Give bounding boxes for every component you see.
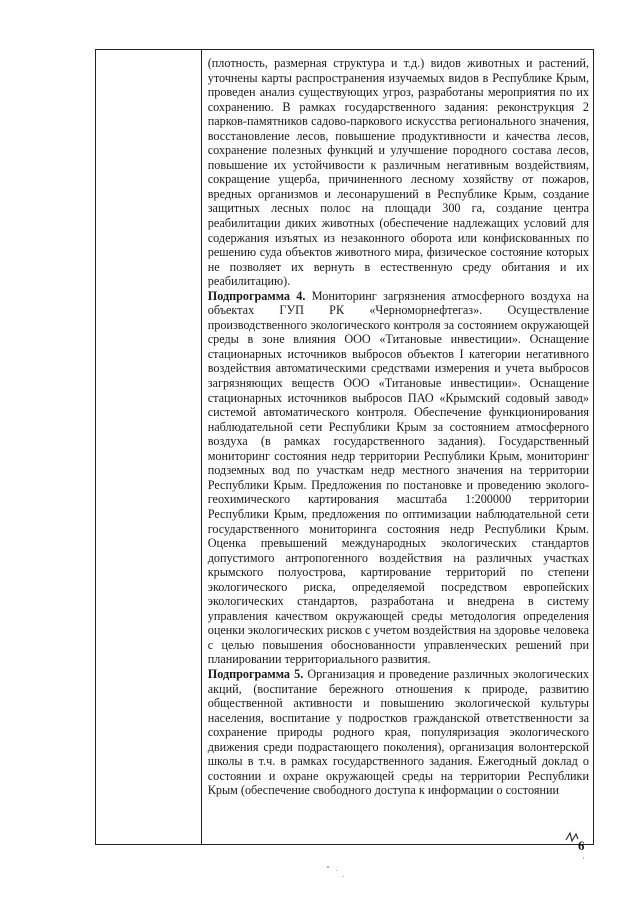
paragraph-subprogram-5: [208, 667, 589, 798]
document-table: [95, 49, 594, 845]
paragraph-subprogram-4: [208, 289, 589, 667]
scan-speck: [583, 857, 584, 859]
paragraph-intro: (плотность, размерная структура и т.д.) видов животных и растений, уточнены карты распространения изучаемых видов в Республике Крым, проведен анализ существующих угроз, разработаны мероприятия по их сохранению. В рамках государственного задания: реконструкция 2 парков-памятников садово-паркового искусства регионального значения, восстановление лесов, повышение продуктивности и качества лесов, сохранение полезных функций и улучшение породного состава лесов, повышение их устойчивости к различным негативным воздействиям, сокращение ущерба, причиненного лесному хозяйству от пожаров, вредных организмов и лесонарушений в Республике Крым, создание защитных лесных полос на площади 300 га, создание центра реабилитации диких животных (обеспечение надлежащих условий для содержания изъятых из незаконного оборота или конфискованных по решению суда объектов животного мира, физическое состояние которых не позволяет их вернуть в естественную среду обитания и их реабилитацию).: [207, 56, 589, 289]
page-number: 6: [578, 838, 585, 853]
scan-speck: [343, 876, 344, 877]
cell-text-block: [202, 50, 593, 844]
subprogram-4-title: Подпрограмма 4.: [207, 288, 306, 303]
scan-speck: [327, 866, 329, 868]
subprogram-4-text: Мониторинг загрязнения атмосферного воздуха на объектах ГУП РК «Черноморнефтегаз». Осуществление производственного экологического контроля за состоянием окружающей среды в зоне влияния ООО «Титановые инвестиции». Оснащение стационарных источников выбросов объектов I категории негативного воздействия автоматическими средствами измерения и учета выбросов загрязняющих веществ ООО «Титановые инвестиции». Оснащение стационарных источников выбросов ПАО «Крымский содовый завод» системой автоматического контроля. Обеспечение функционирования наблюдательной сети Республики Крым за состоянием атмосферного воздуха (в рамках государственного задания). Государственный мониторинг состояния недр территории Республики Крым, мониторинг подземных вод по участкам недр местного значения на территории Республики Крым. Предложения по постановке и проведению эколого-геохимического картирования масштаба 1:200000 территории Республики Крым, предложения по оптимизации наблюдательной сети государственного мониторинга состояния недр Республики Крым. Оценка превышений международных экологических стандартов допустимого антропогенного воздействия на различных участках крымского полуострова, картирование территорий по степени экологического риска, определяемой посредством европейских экологических стандартов, разработана и внедрена в систему управления качеством окружающей среды методология определения оценки экологических рисков с учетом воздействия на здоровье человека с целью повышения обоснованности управленческих решений при планировании территориального развития.: [207, 288, 589, 667]
subprogram-5-text: Организация и проведение различных экологических акций, (воспитание бережного отношения к природе, развитию общественной активности и повышению экологической культуры населения, воспитание у подростков гражданской ответственности за сохранение природы родного края, популяризация экологического движения среди подрастающего поколения), организация волонтерской школы в т.ч. в рамках государственного задания. Ежегодный доклад о состоянии и охране окружающей среды на территории Республики Крым (обеспечение свободного доступа к информации о состоянии: [207, 666, 589, 798]
scan-speck: [336, 870, 337, 871]
table-row: [96, 50, 594, 845]
table-cell-empty: [96, 50, 202, 845]
table-cell-content: [201, 50, 593, 845]
subprogram-5-title: Подпрограмма 5.: [207, 666, 304, 681]
